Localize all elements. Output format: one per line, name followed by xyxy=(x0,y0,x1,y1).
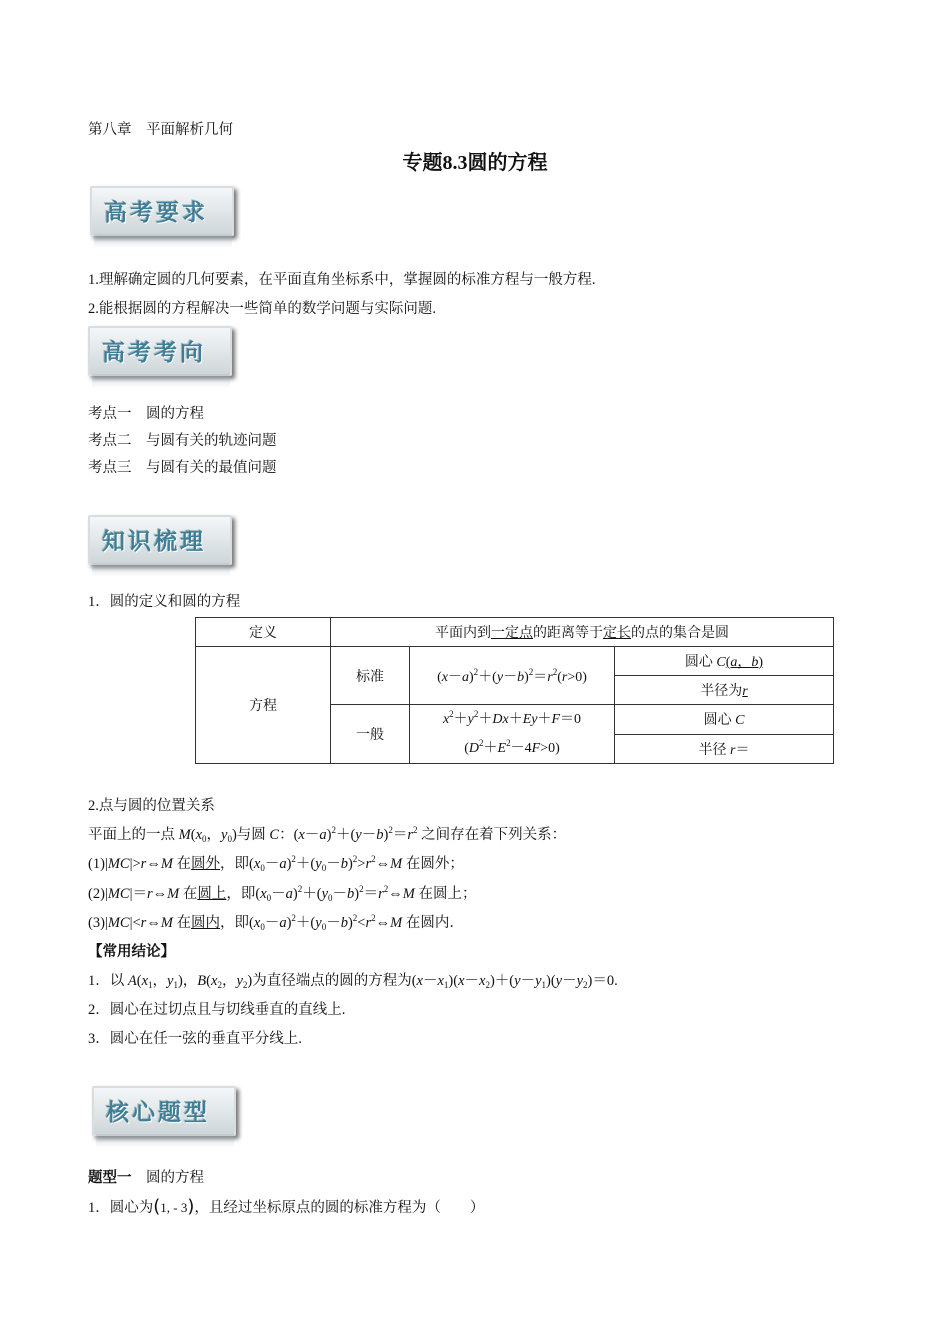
requirement-1: 1.理解确定圆的几何要素，在平面直角坐标系中，掌握圆的标准方程与一般方程. xyxy=(88,272,596,288)
section-1-title: 1．圆的定义和圆的方程 xyxy=(88,594,241,610)
def-text: 平面内到一定点的距离等于定长的点的集合是圆 xyxy=(331,618,834,647)
gen-radius: 半径 r＝ xyxy=(615,734,834,764)
conclusion-3: 3．圆心在任一弦的垂直平分线上. xyxy=(88,1031,302,1047)
def-label: 定义 xyxy=(196,618,331,647)
exam-point-1: 考点一 圆的方程 xyxy=(88,406,204,422)
relation-2: (2)|MC|＝r⇔M 在圆上，即$(x_0-a)^2+(y_0-b)^2=r^2\Leftrightarrow M$ 在圆上； xyxy=(88,884,477,903)
question-1: 1．圆心为(1, - 3)，且经过坐标原点的圆的标准方程为（ ） xyxy=(88,1196,485,1217)
std-radius: 半径为r xyxy=(615,676,834,705)
eq-label: 方程 xyxy=(196,647,331,764)
chapter-heading: 第八章 平面解析几何 xyxy=(88,122,233,138)
gen-center: 圆心 C xyxy=(615,705,834,735)
conclusion-1: 1．以 $A(x_1$，$y_1$)，$B(x_2$，$y_2$)为直径端点的圆的方程为$(x-x_1)(x-x_2)+(y-y_1)(y-y_2)=0$. xyxy=(88,973,618,990)
std-formula: $(x-a)^2+(y-b)^2=r^2(r>0)$ xyxy=(410,647,615,705)
banner-knowledge: 知识梳理 xyxy=(88,515,234,577)
type-1-heading: 题型一 圆的方程 xyxy=(88,1170,204,1186)
gen-formula: $x^2+y^2+Dx+Ey+F=0$ $(D^2+E^2-4F>0)$ xyxy=(410,705,615,764)
relation-1: (1)|MC|>r⇔M 在圆外，即$(x_0-a)^2+(y_0-b)^2>r^2\Leftrightarrow M$ 在圆外； xyxy=(88,854,464,873)
conclusion-2: 2．圆心在过切点且与切线垂直的直线上. xyxy=(88,1002,346,1018)
std-center: 圆心 C(a，b) xyxy=(615,647,834,676)
common-conclusions-title: 【常用结论】 xyxy=(88,944,175,960)
relation-intro: 平面上的一点 $M(x_0$，$y_0$)与圆 C：$(x-a)^2+(y-b)^2=r^2$ 之间存在着下列关系： xyxy=(88,825,567,844)
exam-point-3: 考点三 与圆有关的最值问题 xyxy=(88,460,277,476)
std-label: 标准 xyxy=(331,647,410,705)
banner-directions: 高考考向 xyxy=(88,326,234,388)
circle-definition-table xyxy=(195,617,834,764)
exam-point-2: 考点二 与圆有关的轨迹问题 xyxy=(88,433,277,449)
requirement-2: 2.能根据圆的方程解决一些简单的数学问题与实际问题. xyxy=(88,301,436,317)
banner-core: 核心题型 xyxy=(92,1086,238,1148)
page-title: 专题8.3圆的方程 xyxy=(402,152,548,174)
section-2-title: 2.点与圆的位置关系 xyxy=(88,798,215,814)
banner-requirements: 高考要求 xyxy=(90,186,236,248)
relation-3: (3)|MC|<r⇔M 在圆内，即$(x_0-a)^2+(y_0-b)^2<r^2\Leftrightarrow M$ 在圆内． xyxy=(88,913,464,932)
gen-label: 一般 xyxy=(331,705,410,764)
